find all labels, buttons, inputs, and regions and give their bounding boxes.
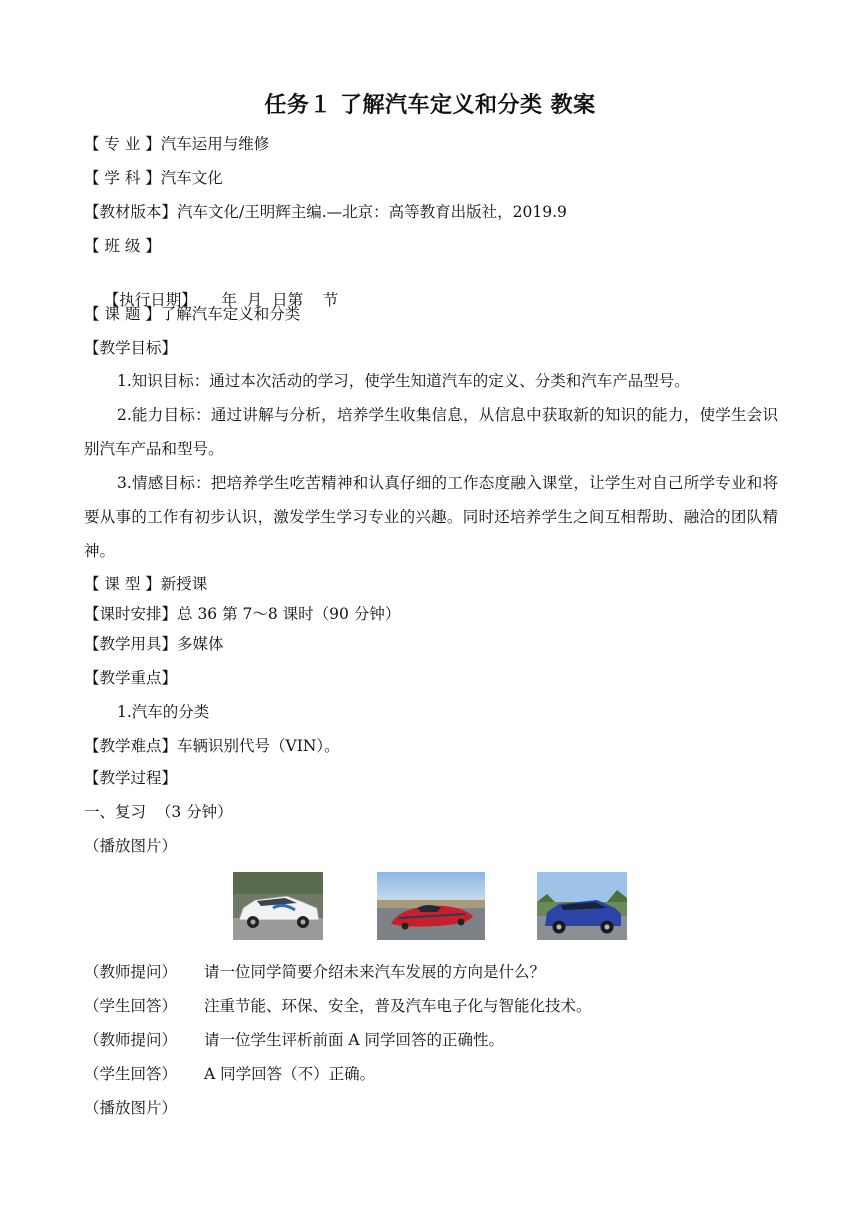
play-image-note-2: （播放图片）	[84, 1099, 178, 1117]
meta-textbook	[84, 202, 567, 222]
photo-blue-suv	[537, 872, 627, 940]
meta-label: 【 专 业 】	[84, 135, 161, 153]
dialogue-line	[84, 1064, 375, 1084]
meta-label: 【 班 级 】	[84, 237, 161, 255]
car-photos	[0, 872, 860, 944]
objective-ability: 2.能力目标：通过讲解与分析，培养学生收集信息，从信息中获取新的知识的能力，使学生会识别汽车产品和型号。	[84, 406, 778, 458]
meta-value: 汽车文化/王明辉主编.—北京：高等教育出版社，2019.9	[177, 203, 567, 221]
dialogue-line	[84, 996, 592, 1016]
meta-value: 新授课	[160, 575, 208, 593]
meta-label: 【执行日期】	[103, 291, 197, 309]
meta-label: 【教材版本】	[84, 203, 178, 221]
dialogue-role: （教师提问）	[84, 963, 178, 981]
meta-major	[84, 134, 269, 154]
tools	[84, 634, 224, 654]
lesson-type	[84, 574, 207, 594]
dialogue-line	[84, 1030, 504, 1050]
dialogue-line	[84, 962, 545, 982]
meta-value: 汽车文化	[160, 169, 223, 187]
difficult-points	[84, 736, 340, 756]
meta-value: 了解汽车定义和分类	[160, 305, 301, 323]
meta-label: 【 课 题 】	[84, 305, 161, 323]
dialogue-text: 请一位同学简要介绍未来汽车发展的方向是什么？	[204, 963, 546, 981]
process-heading: 【教学过程】	[84, 769, 178, 787]
key-points-heading: 【教学重点】	[84, 669, 178, 687]
meta-value: 车辆识别代号（VIN）。	[177, 737, 340, 755]
photo-white-sedan	[233, 872, 323, 940]
objective-knowledge: 1.知识目标：通过本次活动的学习，使学生知道汽车的定义、分类和汽车产品型号。	[117, 372, 690, 390]
meta-class	[84, 236, 161, 256]
objectives-heading: 【教学目标】	[84, 339, 178, 357]
meta-topic	[84, 304, 300, 324]
dialogue-role: （教师提问）	[84, 1031, 178, 1049]
meta-value: 年 月 日第 节	[196, 291, 339, 309]
meta-label: 【课时安排】	[84, 605, 178, 623]
key-point-item: 1.汽车的分类	[117, 703, 210, 721]
objective-emotion: 3.情感目标：把培养学生吃苦精神和认真仔细的工作态度融入课堂，让学生对自己所学专业和将要从事的工作有初步认识，激发学生学习专业的兴趣。同时还培养学生之间互相帮助、融洽的团队精神。	[84, 474, 778, 560]
meta-label: 【教学用具】	[84, 635, 178, 653]
dialogue-text: A 同学回答（不）正确。	[204, 1065, 376, 1083]
dialogue-role: （学生回答）	[84, 1065, 178, 1083]
dialogue-text: 请一位学生评析前面 A 同学回答的正确性。	[204, 1031, 505, 1049]
photo-solar-car	[377, 872, 485, 940]
meta-label: 【 课 型 】	[84, 575, 161, 593]
review-section: 一、复习 （3 分钟）	[84, 803, 233, 821]
hours	[84, 604, 400, 624]
meta-label: 【教学难点】	[84, 737, 178, 755]
meta-label: 【 学 科 】	[84, 169, 161, 187]
meta-value: 多媒体	[177, 635, 224, 653]
meta-value: 汽车运用与维修	[160, 135, 270, 153]
play-image-note: （播放图片）	[84, 837, 178, 855]
page-title: 任务１ 了解汽车定义和分类 教案	[264, 93, 596, 118]
meta-value: 总 36 第 7～8 课时（90 分钟）	[177, 605, 401, 623]
dialogue-role: （学生回答）	[84, 997, 178, 1015]
meta-subject	[84, 168, 223, 188]
dialogue-text: 注重节能、环保、安全，普及汽车电子化与智能化技术。	[204, 997, 592, 1015]
